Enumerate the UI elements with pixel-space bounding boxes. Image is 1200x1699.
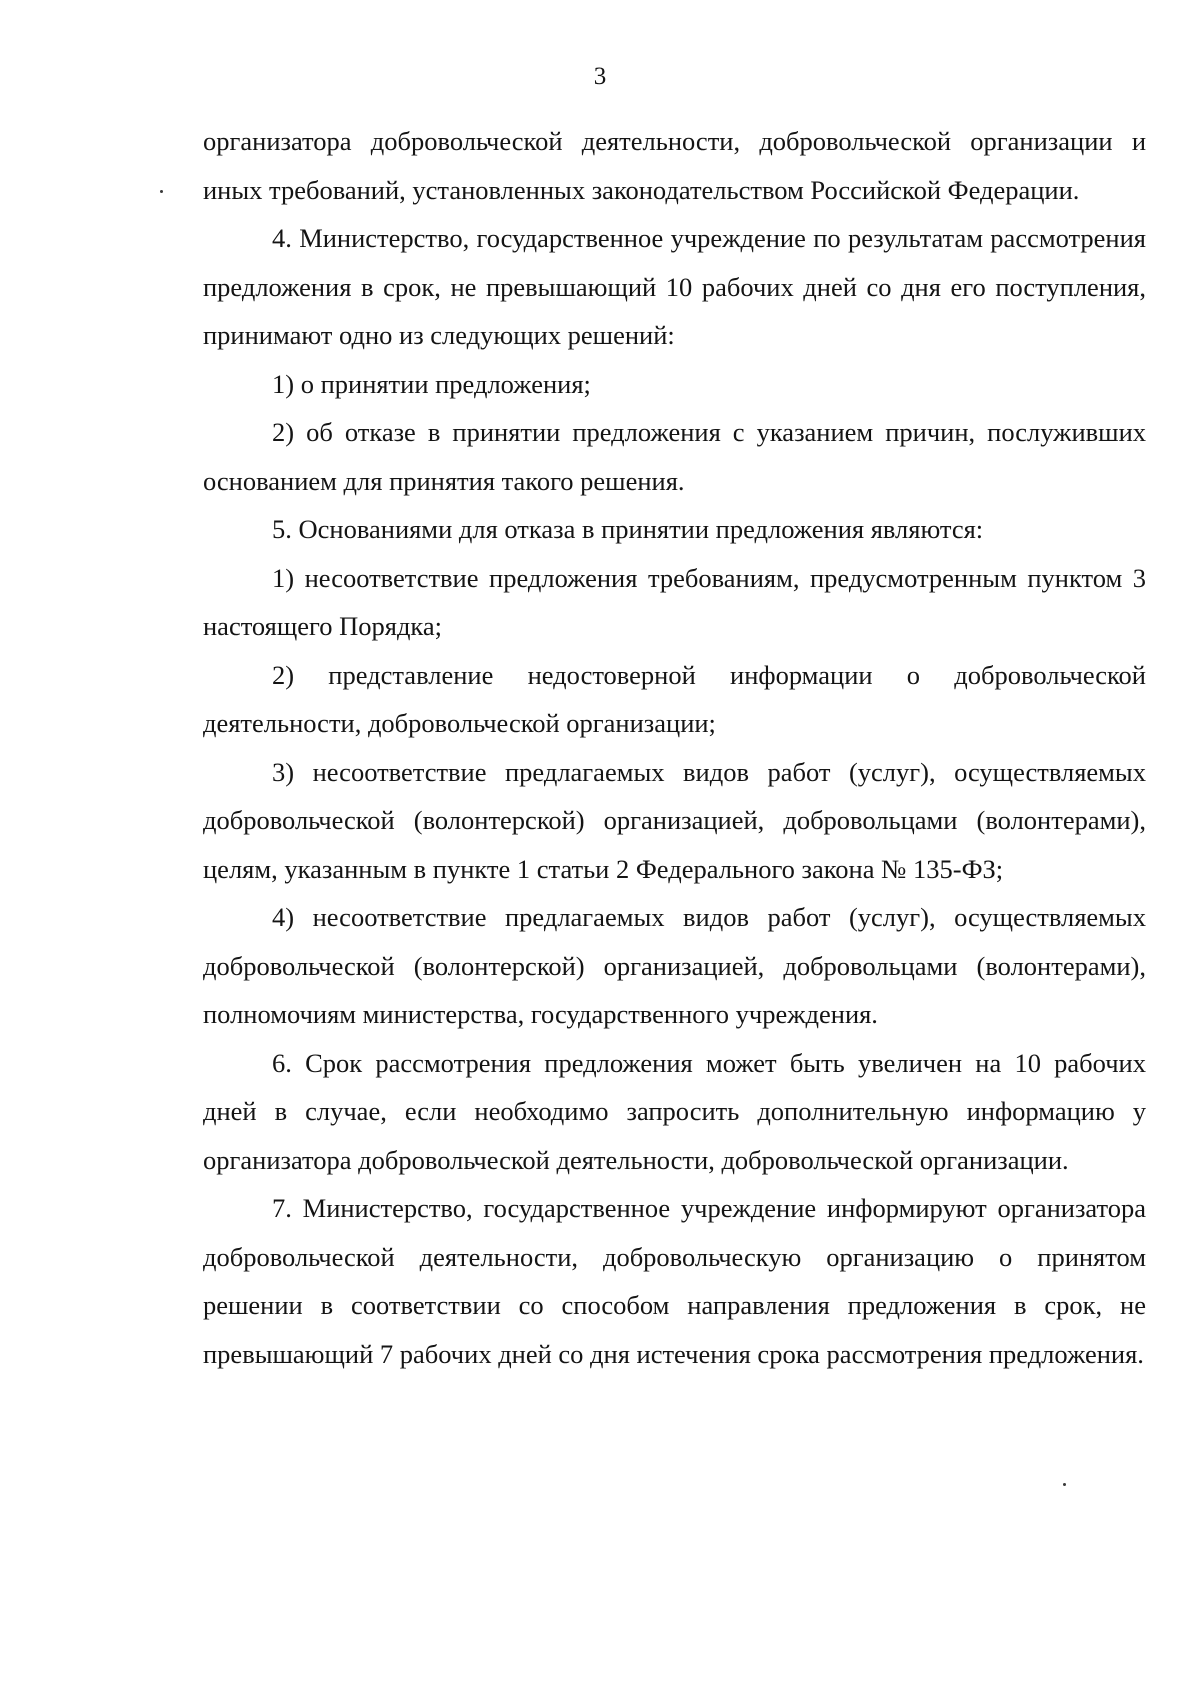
scan-speck — [1063, 1483, 1066, 1486]
paragraph-4: 2) об отказе в принятии предложения с указанием причин, послуживших основанием для принятия такого решения. — [203, 417, 1146, 496]
paragraph-11: 7. Министерство, государственное учреждение информируют организатора добровольческой деятельности, добровольческую организацию о принятом решении в соответствии со способом направления предложения в срок, не превышающий 7 рабочих дней со дня истечения срока рассмотрения предложения. — [203, 1193, 1146, 1369]
paragraph-9: 4) несоответствие предлагаемых видов работ (услуг), осуществляемых добровольческой (волонтерской) организацией, добровольцами (волонтерами), полномочиям министерства, государственного учреждения. — [203, 902, 1146, 1029]
paragraph-5: 5. Основаниями для отказа в принятии предложения являются: — [272, 514, 984, 544]
paragraph-10: 6. Срок рассмотрения предложения может быть увеличен на 10 рабочих дней в случае, если необходимо запросить дополнительную информацию у организатора добровольческой деятельности, добровольческой организации. — [203, 1047, 1146, 1175]
document-body — [203, 117, 1146, 1378]
paragraph-1: организатора добровольческой деятельности, добровольческой организации и иных требований, установленных законодательством Российской Федерации. — [203, 126, 1146, 205]
paragraph-8: 3) несоответствие предлагаемых видов работ (услуг), осуществляемых добровольческой (волонтерской) организацией, добровольцами (волонтерами), целям, указанным в пункте 1 статьи 2 Федерального закона № 135-ФЗ; — [203, 756, 1146, 884]
paragraph-2: 4. Министерство, государственное учреждение по результатам рассмотрения предложения в срок, не превышающий 10 рабочих дней со дня его поступления, принимают одно из следующих решений: — [203, 223, 1146, 350]
page-number: 3 — [593, 63, 607, 90]
paragraph-6: 1) несоответствие предложения требованиям, предусмотренным пунктом 3 настоящего Порядка; — [203, 562, 1146, 641]
paragraph-7: 2) представление недостоверной информации о добровольческой деятельности, добровольческой организации; — [203, 659, 1146, 738]
scan-speck — [160, 190, 163, 193]
paragraph-3: 1) о принятии предложения; — [272, 368, 591, 399]
